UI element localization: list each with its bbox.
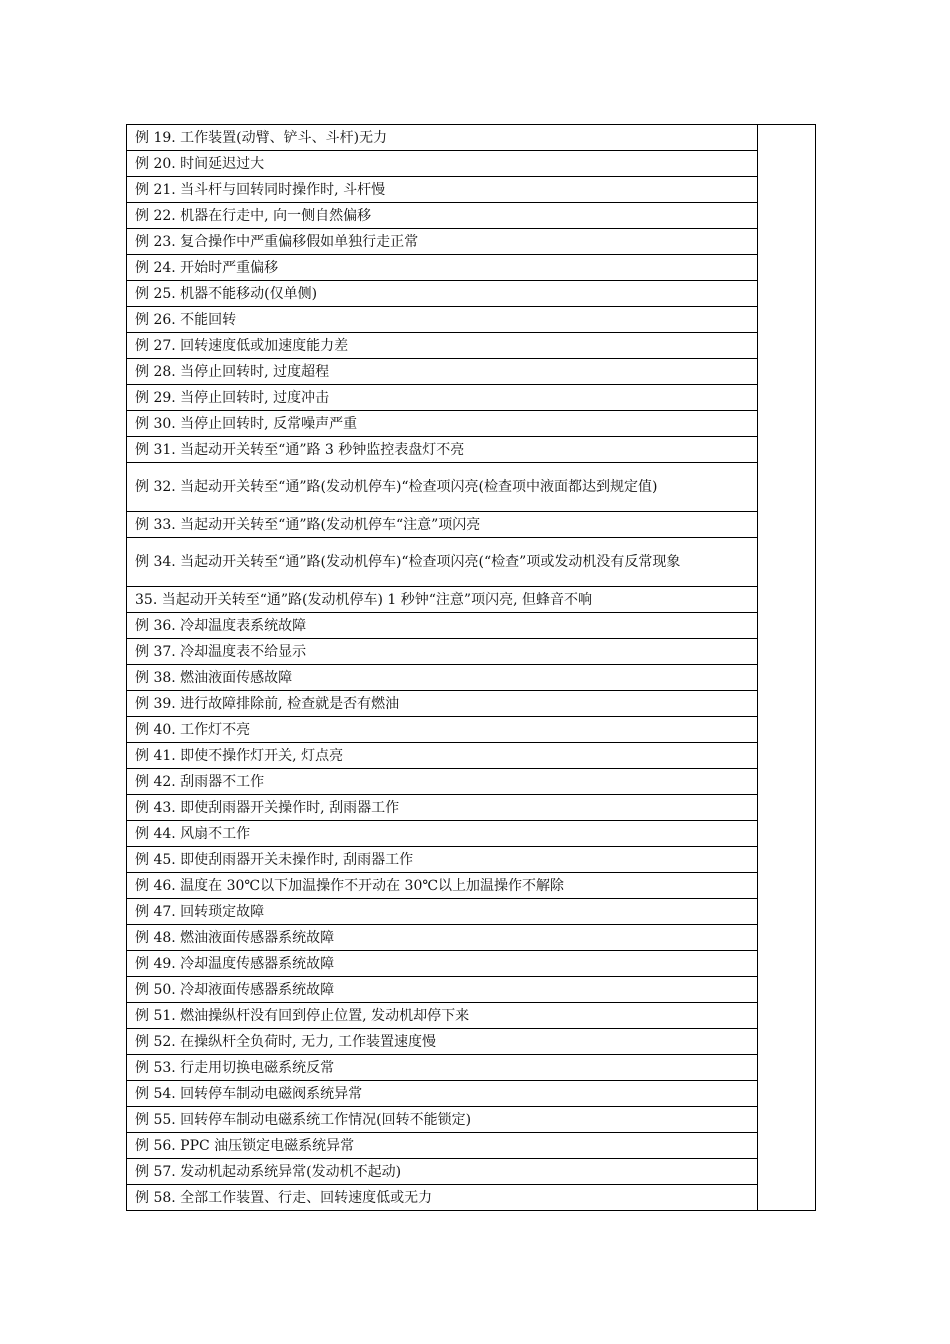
table-row (127, 203, 816, 229)
table-row (127, 1159, 816, 1185)
table-row (127, 899, 816, 925)
table-row (127, 795, 816, 821)
fault-case-cell: 例 26. 不能回转 (127, 307, 758, 333)
fault-case-cell: 例 24. 开始时严重偏移 (127, 255, 758, 281)
table-row (127, 512, 816, 538)
table-row (127, 1055, 816, 1081)
table-row (127, 665, 816, 691)
fault-case-table (126, 124, 816, 1211)
fault-case-cell: 例 45. 即使刮雨器开关未操作时, 刮雨器工作 (127, 847, 758, 873)
fault-case-cell: 例 30. 当停止回转时, 反常噪声严重 (127, 411, 758, 437)
table-row (127, 307, 816, 333)
fault-case-cell: 例 19. 工作装置(动臂、铲斗、斗杆)无力 (127, 125, 758, 151)
table-row (127, 177, 816, 203)
fault-case-cell: 例 23. 复合操作中严重偏移假如单独行走正常 (127, 229, 758, 255)
table-row (127, 385, 816, 411)
table-row (127, 639, 816, 665)
fault-case-cell: 例 28. 当停止回转时, 过度超程 (127, 359, 758, 385)
fault-case-cell: 例 39. 进行故障排除前, 检查就是否有燃油 (127, 691, 758, 717)
table-row (127, 125, 816, 151)
blank-side-column (758, 125, 816, 1211)
fault-case-cell: 例 53. 行走用切换电磁系统反常 (127, 1055, 758, 1081)
fault-case-cell: 例 47. 回转琐定故障 (127, 899, 758, 925)
table-row (127, 1003, 816, 1029)
fault-case-cell: 例 32. 当起动开关转至“通”路(发动机停车)“检查项闪亮(检查项中液面都达到规定值) (127, 463, 758, 512)
fault-case-cell: 例 36. 冷却温度表系统故障 (127, 613, 758, 639)
table-row (127, 333, 816, 359)
table-row (127, 743, 816, 769)
table-row (127, 769, 816, 795)
table-row (127, 255, 816, 281)
fault-case-cell: 例 49. 冷却温度传感器系统故障 (127, 951, 758, 977)
fault-case-cell: 例 56. PPC 油压锁定电磁系统异常 (127, 1133, 758, 1159)
fault-case-cell: 例 44. 风扇不工作 (127, 821, 758, 847)
table-row (127, 229, 816, 255)
fault-case-cell: 例 31. 当起动开关转至“通”路 3 秒钟监控表盘灯不亮 (127, 437, 758, 463)
fault-case-cell: 例 22. 机器在行走中, 向一侧自然偏移 (127, 203, 758, 229)
fault-case-cell: 例 20. 时间延迟过大 (127, 151, 758, 177)
fault-case-cell: 例 55. 回转停车制动电磁系统工作情况(回转不能锁定) (127, 1107, 758, 1133)
table-row (127, 873, 816, 899)
fault-case-cell: 例 37. 冷却温度表不给显示 (127, 639, 758, 665)
fault-case-cell: 35. 当起动开关转至“通”路(发动机停车) 1 秒钟“注意”项闪亮, 但蜂音不响 (127, 587, 758, 613)
table-row (127, 613, 816, 639)
table-row (127, 1185, 816, 1211)
table-row (127, 1081, 816, 1107)
fault-case-cell: 例 52. 在操纵杆全负荷时, 无力, 工作装置速度慢 (127, 1029, 758, 1055)
fault-case-cell: 例 54. 回转停车制动电磁阀系统异常 (127, 1081, 758, 1107)
fault-case-cell: 例 41. 即使不操作灯开关, 灯点亮 (127, 743, 758, 769)
table-row (127, 1133, 816, 1159)
fault-case-cell: 例 46. 温度在 30℃以下加温操作不开动在 30℃以上加温操作不解除 (127, 873, 758, 899)
fault-case-cell: 例 43. 即使刮雨器开关操作时, 刮雨器工作 (127, 795, 758, 821)
fault-case-cell: 例 42. 刮雨器不工作 (127, 769, 758, 795)
fault-case-table-body (127, 125, 816, 1211)
table-row (127, 977, 816, 1003)
table-row (127, 1029, 816, 1055)
table-row (127, 281, 816, 307)
fault-case-cell: 例 21. 当斗杆与回转同时操作时, 斗杆慢 (127, 177, 758, 203)
table-row (127, 1107, 816, 1133)
table-row (127, 463, 816, 512)
table-row (127, 951, 816, 977)
fault-case-cell: 例 57. 发动机起动系统异常(发动机不起动) (127, 1159, 758, 1185)
table-row (127, 717, 816, 743)
table-row (127, 359, 816, 385)
fault-case-cell: 例 58. 全部工作装置、行走、回转速度低或无力 (127, 1185, 758, 1211)
fault-case-cell: 例 33. 当起动开关转至“通”路(发动机停车“注意”项闪亮 (127, 512, 758, 538)
fault-case-cell: 例 40. 工作灯不亮 (127, 717, 758, 743)
fault-case-cell: 例 48. 燃油液面传感器系统故障 (127, 925, 758, 951)
fault-case-cell: 例 25. 机器不能移动(仅单侧) (127, 281, 758, 307)
table-row (127, 538, 816, 587)
table-row (127, 691, 816, 717)
table-row (127, 587, 816, 613)
fault-case-cell: 例 38. 燃油液面传感故障 (127, 665, 758, 691)
fault-case-cell: 例 51. 燃油操纵杆没有回到停止位置, 发动机却停下来 (127, 1003, 758, 1029)
table-row (127, 925, 816, 951)
fault-case-cell: 例 34. 当起动开关转至“通”路(发动机停车)“检查项闪亮(“检查”项或发动机没有反常现象 (127, 538, 758, 587)
fault-case-cell: 例 50. 冷却液面传感器系统故障 (127, 977, 758, 1003)
table-row (127, 847, 816, 873)
table-row (127, 411, 816, 437)
fault-case-cell: 例 29. 当停止回转时, 过度冲击 (127, 385, 758, 411)
table-row (127, 437, 816, 463)
fault-case-cell: 例 27. 回转速度低或加速度能力差 (127, 333, 758, 359)
table-row (127, 151, 816, 177)
table-row (127, 821, 816, 847)
